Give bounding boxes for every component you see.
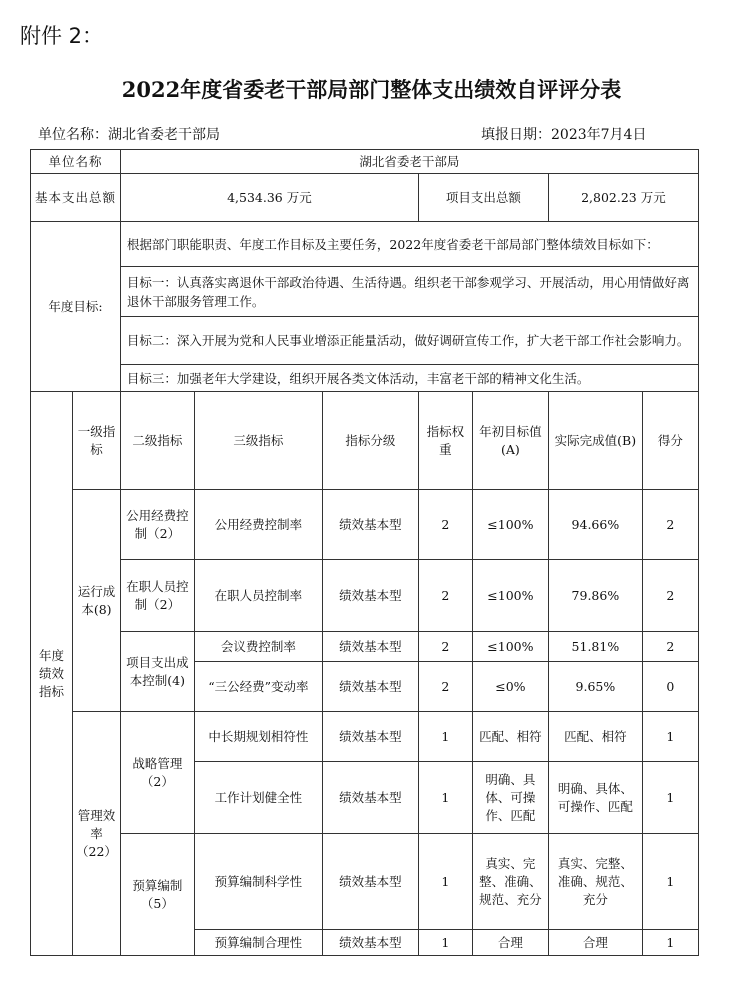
page-title: 2022年度省委老干部局部门整体支出绩效自评评分表 — [121, 77, 622, 102]
table-row-target: 匹配、相符 — [472, 712, 548, 762]
project-expense-label: 项目支出总额 — [418, 174, 548, 222]
table-row-grade: 绩效基本型 — [322, 712, 418, 762]
table-row-target: ≤100% — [472, 632, 548, 662]
goal-one: 目标一：认真落实离退休干部政治待遇、生活待遇。组织老干部参观学习、开展活动，用心用情做好离退休干部服务管理工作。 — [120, 267, 698, 317]
attachment-label: 附件 2： — [20, 24, 104, 48]
table-row-weight: 2 — [418, 490, 472, 560]
unit-name-header: 单位名称 — [31, 150, 121, 174]
group-operating-cost: 运行成本(8) — [73, 490, 121, 712]
table-row-level3: 在职人员控制率 — [194, 560, 322, 632]
unit-name-value: 湖北省委老干部局 — [120, 150, 698, 174]
table-row-target: 真实、完整、准确、规范、充分 — [472, 834, 548, 930]
evaluation-table — [30, 149, 699, 956]
header-level1: 一级指标 — [73, 392, 121, 490]
table-row-actual: 合理 — [548, 930, 642, 956]
header-score: 得分 — [642, 392, 698, 490]
table-row-weight: 2 — [418, 662, 472, 712]
group-management-efficiency: 管理效率（22） — [73, 712, 121, 956]
table-row-actual: 79.86% — [548, 560, 642, 632]
table-row-level3: 公用经费控制率 — [194, 490, 322, 560]
basic-expense-value: 4,534.36 万元 — [120, 174, 418, 222]
header-level3: 三级指标 — [194, 392, 322, 490]
table-row-grade: 绩效基本型 — [322, 834, 418, 930]
sub-strategic-management: 战略管理（2） — [120, 712, 194, 834]
table-row-grade: 绩效基本型 — [322, 490, 418, 560]
basic-expense-label: 基本支出总额 — [31, 174, 121, 222]
table-row-grade: 绩效基本型 — [322, 930, 418, 956]
goal-three: 目标三：加强老年大学建设，组织开展各类文体活动，丰富老干部的精神文化生活。 — [120, 365, 698, 392]
goal-two: 目标二：深入开展为党和人民事业增添正能量活动，做好调研宣传工作，扩大老干部工作社会影响力。 — [120, 317, 698, 365]
table-row-target: 明确、具体、可操作、匹配 — [472, 762, 548, 834]
table-row-level3: 会议费控制率 — [194, 632, 322, 662]
table-row-score: 2 — [642, 632, 698, 662]
table-row-actual: 9.65% — [548, 662, 642, 712]
table-row-weight: 1 — [418, 834, 472, 930]
table-row-target: 合理 — [472, 930, 548, 956]
sub-project-cost: 项目支出成本控制(4) — [120, 632, 194, 712]
table-row-level3: “三公经费”变动率 — [194, 662, 322, 712]
header-target: 年初目标值(A) — [472, 392, 548, 490]
table-row-level3: 预算编制合理性 — [194, 930, 322, 956]
table-row-grade: 绩效基本型 — [322, 762, 418, 834]
unit-name-line: 单位名称：湖北省委老干部局 — [38, 127, 220, 143]
table-row-actual: 明确、具体、可操作、匹配 — [548, 762, 642, 834]
table-row-score: 1 — [642, 762, 698, 834]
table-row-score: 1 — [642, 930, 698, 956]
sub-public-expense: 公用经费控制（2） — [120, 490, 194, 560]
performance-indicators-label: 年度绩效指标 — [31, 392, 73, 956]
header-grade: 指标分级 — [322, 392, 418, 490]
table-row-score: 0 — [642, 662, 698, 712]
table-row-actual: 51.81% — [548, 632, 642, 662]
table-row-weight: 1 — [418, 712, 472, 762]
table-row-score: 2 — [642, 490, 698, 560]
table-row-score: 1 — [642, 834, 698, 930]
project-expense-value: 2,802.23 万元 — [548, 174, 698, 222]
sub-budget-preparation: 预算编制（5） — [120, 834, 194, 956]
header-actual: 实际完成值(B) — [548, 392, 642, 490]
table-row-actual: 94.66% — [548, 490, 642, 560]
table-row-weight: 1 — [418, 930, 472, 956]
table-row-actual: 真实、完整、准确、规范、充分 — [548, 834, 642, 930]
table-row-weight: 1 — [418, 762, 472, 834]
table-row-target: ≤100% — [472, 560, 548, 632]
table-row-weight: 2 — [418, 632, 472, 662]
table-row-score: 1 — [642, 712, 698, 762]
table-row-level3: 中长期规划相符性 — [194, 712, 322, 762]
fill-date: 填报日期：2023年7月4日 — [481, 127, 647, 143]
sub-staff-control: 在职人员控制（2） — [120, 560, 194, 632]
table-row-grade: 绩效基本型 — [322, 662, 418, 712]
table-row-level3: 预算编制科学性 — [194, 834, 322, 930]
header-level2: 二级指标 — [120, 392, 194, 490]
table-row-target: ≤100% — [472, 490, 548, 560]
table-row-target: ≤0% — [472, 662, 548, 712]
table-row-score: 2 — [642, 560, 698, 632]
header-weight: 指标权重 — [418, 392, 472, 490]
goals-intro: 根据部门职能职责、年度工作目标及主要任务，2022年度省委老干部局部门整体绩效目标如下： — [120, 222, 698, 267]
table-row-weight: 2 — [418, 560, 472, 632]
table-row-actual: 匹配、相符 — [548, 712, 642, 762]
annual-goals-label: 年度目标: — [31, 222, 121, 392]
table-row-grade: 绩效基本型 — [322, 632, 418, 662]
table-row-level3: 工作计划健全性 — [194, 762, 322, 834]
table-row-grade: 绩效基本型 — [322, 560, 418, 632]
